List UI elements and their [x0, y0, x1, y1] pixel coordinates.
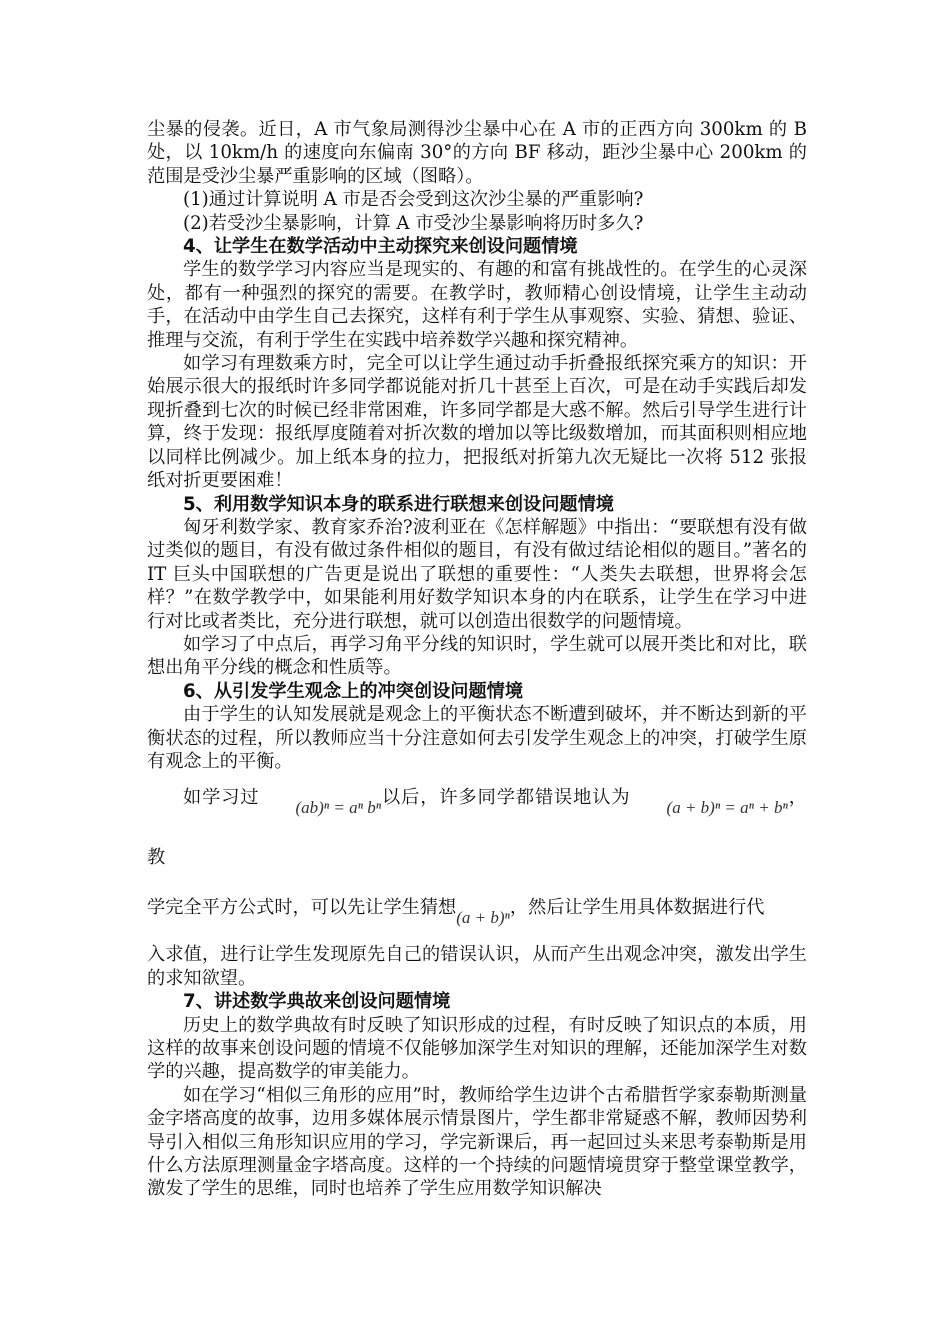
paragraph: 如学习了中点后，再学习角平分线的知识时，学生就可以展开类比和对比，联想出角平分线的概念和性质等。 [147, 633, 807, 679]
text-fragment: 如学习过 [183, 787, 260, 809]
section-heading-5: 5、利用数学知识本身的联系进行联想来创设问题情境 [183, 493, 614, 515]
document-body [147, 118, 807, 1201]
paragraph: 入求值，进行让学生发现原先自己的错误认识，从而产生出观念冲突，激发出学生的求知欲望。 [147, 944, 807, 989]
formula-paragraph [147, 773, 807, 883]
formula-sum-power: (a + b)ⁿ [456, 908, 510, 928]
formula-ab-power: (ab)ⁿ = aⁿ bⁿ [295, 798, 382, 818]
paragraph: 尘暴的侵袭。近日，A 市气象局测得沙尘暴中心在 A 市的正西方向 300km 的 B 处，以 10km/h 的速度向东偏南 30°的方向 BF 移动，距沙尘暴中心 200km 的范围是受沙尘暴严重影响的区域（图略）。 [147, 119, 807, 187]
paragraph: 历史上的数学典故有时反映了知识形成的过程，有时反映了知识点的本质，用这样的故事来创设问题的情境不仅能够加深学生对知识的理解，还能加深学生对数学的兴趣，提高数学的审美能力。 [147, 1014, 807, 1083]
paragraph: 学生的数学学习内容应当是现实的、有趣的和富有挑战性的。在学生的心灵深处，都有一种强烈的探究的需要。在教学时，教师精心创设情境，让学生主动动手，在活动中由学生自己去探究，这样有利于学生从事观察、实验、猜想、验证、推理与交流，有利于学生在实践中培养数学兴趣和探究精神。 [147, 259, 807, 351]
paragraph: 如在学习“相似三角形的应用”时，教师给学生边讲个古希腊哲学家泰勒斯测量金字塔高度的故事，边用多媒体展示情景图片，学生都非常疑惑不解，教师因势利导引入相似三角形知识应用的学习，学完新课后，再一起回过头来思考泰勒斯是用什么方法原理测量金字塔高度。这样的一个持续的问题情境贯穿于整堂课堂教学，激发了学生的思维，同时也培养了学生应用数学知识解决 [147, 1084, 807, 1200]
formula-paragraph [147, 883, 807, 943]
section-heading-7: 7、讲述数学典故来创设问题情境 [183, 991, 451, 1013]
section-heading-6: 6、从引发学生观念上的冲突创设问题情境 [183, 680, 524, 702]
section-heading-4: 4、让学生在数学活动中主动探究来创设问题情境 [183, 236, 578, 258]
text-fragment: ，然后让学生用具体数据进行代 [509, 897, 765, 919]
paragraph: 匈牙利数学家、教育家乔治?波利亚在《怎样解题》中指出：“要联想有没有做过类似的题目，有没有做过条件相似的题目，有没有做过结论相似的题目。”著名的 IT 巨头中国联想的广告更是说出了联想的重要性：“人类失去联想，世界将会怎样？”在数学教学中，如果能利用好数学知识本身的内在联系，让学生在学习中进行对比或者类比，充分进行联想，就可以创造出很数学的问题情境。 [147, 516, 807, 632]
question-1: (1)通过计算说明 A 市是否会受到这次沙尘暴的严重影响? [183, 189, 644, 211]
paragraph: 由于学生的认知发展就是观念上的平衡状态不断遭到破坏，并不断达到新的平衡状态的过程，所以教师应当十分注意如何去引发学生观念上的冲突，打破学生原有观念上的平衡。 [147, 704, 807, 772]
text-fragment: 以后，许多同学都错误地认为 [381, 787, 631, 809]
question-2: (2)若受沙尘暴影响，计算 A 市受沙尘暴影响将历时多久? [183, 212, 644, 234]
formula-sum-power-wrong: (a + b)ⁿ = aⁿ + bⁿ [666, 798, 788, 818]
paragraph: 如学习有理数乘方时，完全可以让学生通过动手折叠报纸探究乘方的知识：开始展示很大的报纸时许多同学都说能对折几十甚至上百次，可是在动手实践后却发现折叠到七次的时候已经非常困难，许多同学都是大惑不解。然后引导学生进行计算，终于发现：报纸厚度随着对折次数的增加以等比级数增加，而其面积则相应地以同样比例减少。加上纸本身的拉力，把报纸对折第九次无疑比一次将 512 张报纸对折更要困难！ [147, 353, 807, 492]
text-fragment: 学完全平方公式时，可以先让学生猜想 [147, 897, 457, 919]
text-fragment: ，教 [147, 787, 807, 869]
